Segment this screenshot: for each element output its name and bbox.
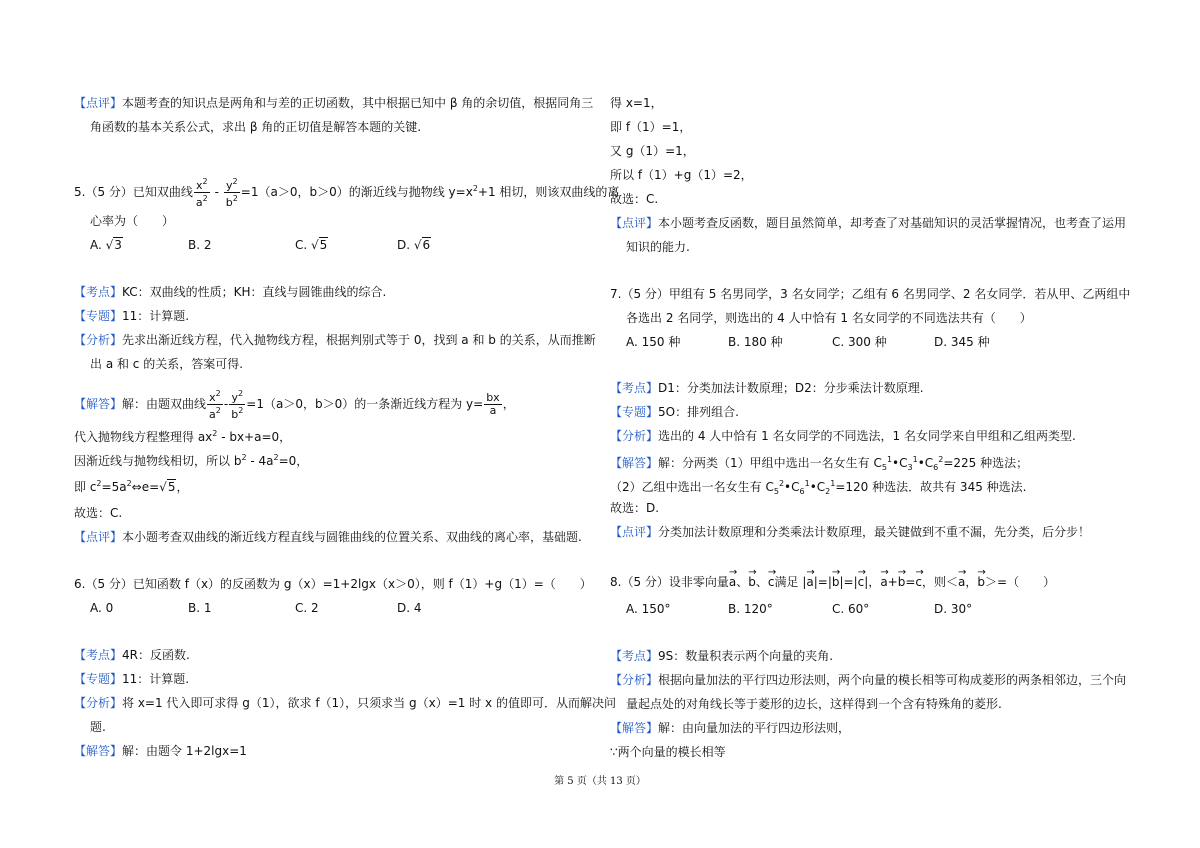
question-6: 6.（5 分）已知函数 f（x）的反函数为 g（x）=1+2lgx（x＞0），则 f（1）+g（1）=（ ） [74, 577, 592, 591]
topic: 【专题】11：计算题. [74, 309, 190, 323]
solution-7-step-2: （2）乙组中选出一名女生有 $C_5^2•C_6^1•C_2^1=120$ 种选法．故共有 345 种选法. [610, 479, 1027, 496]
knowledge-point-6: 【考点】4R：反函数. [74, 648, 190, 662]
q8-option-c: C. 60° [832, 602, 870, 616]
question-8: 8.（5 分）设非零向量→ a、→ b、→ c满足 |→ a|=|→ b|=|→ c|，→ a+→ b=→ c，则＜→ a，→ b＞=（ ） [610, 572, 1055, 592]
q6-option-b: B. 1 [188, 601, 212, 615]
q7-option-d: D. 345 种 [934, 335, 990, 349]
comment: 【点评】本小题考查双曲线的渐近线方程直线与圆锥曲线的位置关系、双曲线的离心率，基础题. [74, 530, 582, 544]
q8-option-a: A. 150° [626, 602, 671, 616]
question-7: 7.（5 分）甲组有 5 名男同学，3 名女同学；乙组有 6 名男同学、2 名女同学．若从甲、乙两组中 [610, 287, 1131, 301]
solution-step-2: 因渐近线与抛物线相切，所以 $b^2 - 4a^2=0$， [74, 453, 309, 468]
analysis-8-line-2: 量起点处的对角线长等于菱形的边长，这样得到一个含有特殊角的菱形. [626, 697, 1002, 711]
question-5: 5.（5 分）已知双曲线 $\frac{x^2}{a^2}$ - $\frac{y^2}{b^2}$ =1（a＞0，b＞0）的渐近线与抛物线 $y=x^2+1$ 相切，则该双曲线的离 [74, 177, 620, 209]
solution-choice: 故选：C. [74, 506, 123, 520]
comment-line [74, 95, 593, 111]
q7-option-a: A. 150 种 [626, 335, 681, 349]
right-step-1: 得 x=1， [610, 96, 663, 110]
q5-option-c: C. √5 [295, 238, 328, 252]
analysis-6-line-2: 题. [90, 720, 106, 734]
solution: 【解答】解：由题双曲线 $\frac{x^2}{a^2}$ - $\frac{y^2}{b^2}$ =1（a＞0，b＞0）的一条渐近线方程为 y= $\frac{bx}{a}$ ， [74, 389, 515, 421]
solution-7: 【解答】解：分两类（1）甲组中选出一名女生有 $C_5^1•C_3^1•C_6^2=225$ 种选法； [610, 455, 1029, 472]
solution-6: 【解答】解：由题令 1+2lgx=1 [74, 744, 247, 758]
q6-option-d: D. 4 [397, 601, 422, 615]
q5-option-d: D. √6 [397, 238, 431, 252]
right-step-3: 又 g（1）=1， [610, 144, 695, 158]
solution-8-step: ∵两个向量的模长相等 [610, 745, 726, 759]
fraction-y2-b2: $\frac{y^2}{b^2}$ [225, 177, 238, 209]
solution-step-3: 即 $c^2=5a^2\Leftrightarrow e=√5$， [74, 479, 189, 494]
topic-6: 【专题】11：计算题. [74, 672, 190, 686]
comment-line-2: 角函数的基本关系公式，求出 β 角的正切值是解答本题的关键. [90, 120, 422, 134]
knowledge-point-8: 【考点】9S：数量积表示两个向量的夹角. [610, 649, 834, 663]
page-footer: 第 5 页（共 13 页） [554, 776, 646, 787]
comment-6-line-2: 知识的能力. [626, 240, 690, 254]
right-step-4: 所以 f（1）+g（1）=2， [610, 168, 753, 182]
analysis-line-2: 出 a 和 c 的关系，答案可得. [90, 357, 244, 371]
knowledge-point: 【考点】KC：双曲线的性质；KH：直线与圆锥曲线的综合. [74, 285, 387, 299]
analysis-7: 【分析】选出的 4 人中恰有 1 名女同学的不同选法，1 名女同学来自甲组和乙组两类型. [610, 429, 1076, 443]
q7-option-c: C. 300 种 [832, 335, 887, 349]
q6-option-a: A. 0 [90, 601, 114, 615]
comment-6: 【点评】本小题考查反函数，题目虽然简单，却考查了对基础知识的灵活掌握情况，也考查了运用 [610, 216, 1127, 230]
fraction-x2-a2: $\frac{x^2}{a^2}$ [195, 177, 208, 209]
question-5-line-2: 心率为（ ） [90, 214, 175, 228]
analysis-8: 【分析】根据向量加法的平行四边形法则，两个向量的模长相等可构成菱形的两条相邻边，三个向 [610, 673, 1127, 687]
right-choice: 故选：C. [610, 192, 659, 206]
q6-option-c: C. 2 [295, 601, 319, 615]
q5-option-a: A. √3 [90, 238, 122, 252]
q8-option-b: B. 120° [728, 602, 773, 616]
analysis-6: 【分析】将 x=1 代入即可求得 g（1），欲求 f（1），只须求当 g（x）=1 时 x 的值即可．从而解决问 [74, 696, 616, 710]
knowledge-point-7: 【考点】D1：分类加法计数原理；D2：分步乘法计数原理. [610, 381, 924, 395]
right-step-2: 即 f（1）=1， [610, 120, 692, 134]
comment-text: 本题考查的知识点是两角和与差的正切函数，其中根据已知中 β 角的余切值，根据同角三 [122, 96, 594, 110]
q7-option-b: B. 180 种 [728, 335, 783, 349]
topic-7: 【专题】5O：排列组合. [610, 405, 739, 419]
solution-8: 【解答】解：由向量加法的平行四边形法则， [610, 721, 851, 735]
comment-tag: 【点评】 [74, 96, 123, 110]
analysis: 【分析】先求出渐近线方程，代入抛物线方程，根据判别式等于 0，找到 a 和 b 的关系，从而推断 [74, 333, 596, 347]
solution-step-1: 代入抛物线方程整理得 $ax^2 - bx+a=0$， [74, 429, 292, 444]
question-7-line-2: 各选出 2 名同学，则选出的 4 人中恰有 1 名女同学的不同选法共有（ ） [626, 311, 1032, 325]
q5-option-b: B. 2 [188, 238, 212, 252]
solution-7-choice: 故选：D. [610, 501, 660, 515]
comment-7: 【点评】分类加法计数原理和分类乘法计数原理，最关键做到不重不漏，先分类，后分步！ [610, 525, 1091, 539]
q8-option-d: D. 30° [934, 602, 973, 616]
